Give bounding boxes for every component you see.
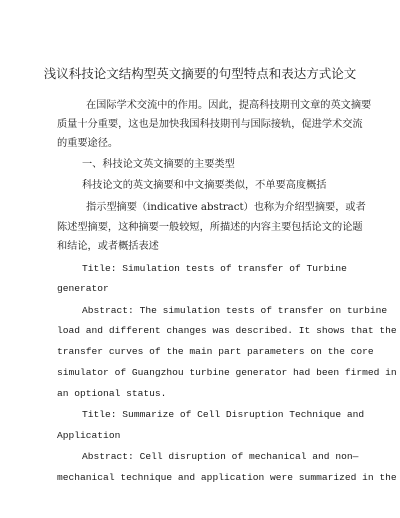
- example-line: simulator of Guangzhou turbine generator had been firmed in: [57, 367, 397, 378]
- paragraph-line: 和结论，或者概括表述: [57, 241, 159, 252]
- paragraph-line: 指示型摘要（indicative abstract）也称为介绍型摘要，或者: [86, 202, 366, 213]
- example-line: mechanical technique and application were summarized in the: [57, 472, 397, 483]
- example-line: load and different changes was described. It shows that the: [57, 325, 397, 336]
- example-line: Application: [57, 430, 121, 441]
- paragraph-line: 质量十分重要，这也是加快我国科技期刊与国际接轨，促进学术交流: [57, 119, 363, 130]
- example-line: transfer curves of the main part parameters on the core: [57, 346, 374, 357]
- example-title-line: Title: Simulation tests of transfer of Turbine: [82, 263, 347, 274]
- example-line: generator: [57, 283, 109, 294]
- paragraph-line: 在国际学术交流中的作用。因此，提高科技期刊文章的英文摘要: [86, 100, 372, 111]
- document-title: 浅议科技论文结构型英文摘要的句型特点和表达方式论文: [43, 66, 357, 81]
- paragraph-line: 的重要途径。: [57, 138, 119, 149]
- example-line: an optional status.: [57, 388, 167, 399]
- section-heading: 一、科技论文英文摘要的主要类型: [82, 159, 235, 170]
- example-abstract-line: Abstract: The simulation tests of transfer on turbine: [82, 305, 388, 316]
- example-abstract-line: Abstract: Cell disruption of mechanical and non—: [82, 451, 359, 462]
- paragraph-line: 陈述型摘要，这种摘要一般较短，所描述的内容主要包括论文的论题: [57, 222, 363, 233]
- paragraph-line: 科技论文的英文摘要和中文摘要类似，不单要高度概括: [82, 180, 327, 191]
- example-title-line: Title: Summarize of Cell Disruption Technique and: [82, 409, 365, 420]
